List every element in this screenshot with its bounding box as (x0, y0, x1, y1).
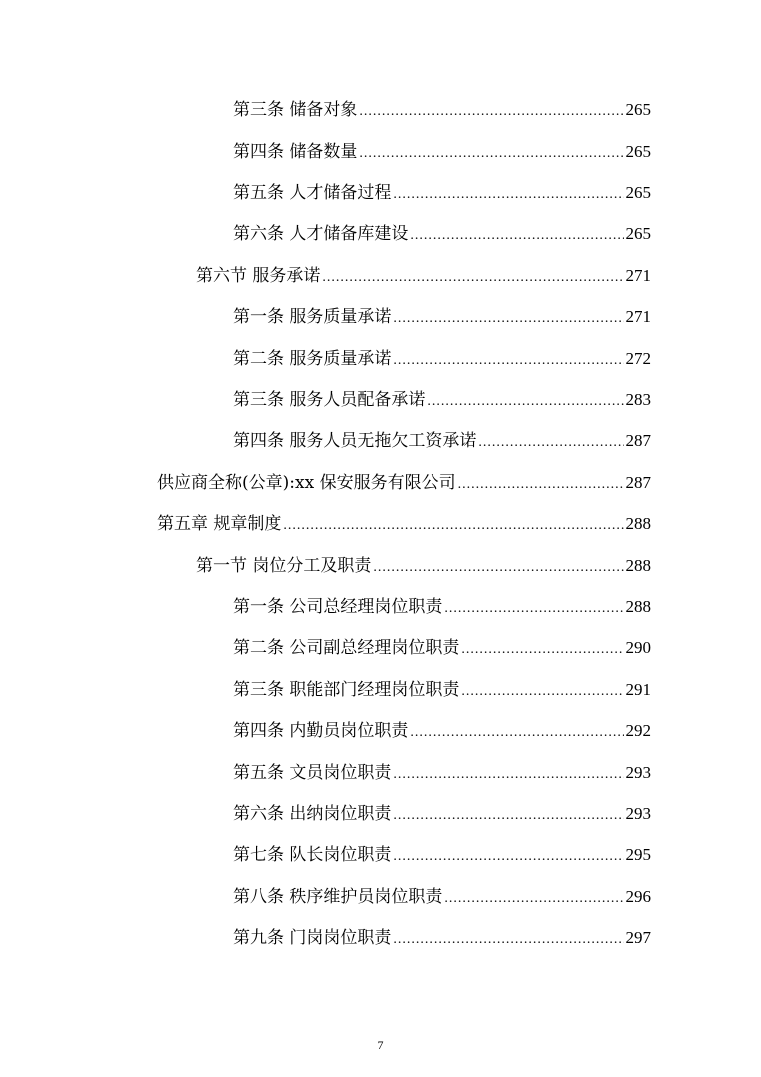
toc-dot-leader (478, 431, 623, 455)
toc-dot-leader (322, 266, 623, 290)
toc-entry-page: 296 (625, 887, 651, 906)
toc-entry-label: 第二条 服务质量承诺 (233, 349, 392, 369)
toc-entry[interactable] (233, 885, 651, 909)
toc-entry[interactable] (233, 802, 651, 826)
toc-dot-leader (458, 473, 624, 497)
toc-entry-label: 第六条 人才储备库建设 (233, 224, 409, 244)
toc-dot-leader (427, 390, 623, 414)
toc-entry[interactable] (233, 347, 651, 371)
toc-entry[interactable] (233, 388, 651, 412)
toc-entry-page: 265 (625, 183, 651, 202)
toc-entry[interactable] (233, 222, 651, 246)
toc-entry[interactable] (233, 429, 651, 453)
toc-entry[interactable] (233, 181, 651, 205)
toc-dot-leader (461, 638, 623, 662)
toc-dot-leader (393, 307, 623, 331)
toc-dot-leader (393, 845, 623, 869)
toc-entry-label: 第一条 公司总经理岗位职责 (233, 597, 443, 617)
toc-entry-page: 291 (625, 680, 651, 699)
toc-entry[interactable] (233, 305, 651, 329)
toc-entry[interactable] (157, 512, 651, 536)
toc-dot-leader (283, 514, 623, 538)
toc-entry[interactable] (233, 140, 651, 164)
toc-entry-label: 第五条 人才储备过程 (233, 183, 392, 203)
toc-entry-label: 第四条 储备数量 (233, 142, 358, 162)
toc-entry-label: 第四条 内勤员岗位职责 (233, 721, 409, 741)
toc-entry-page: 271 (625, 307, 651, 326)
toc-entry-page: 287 (625, 431, 651, 450)
toc-entry-page: 265 (625, 100, 651, 119)
page-number: 7 (377, 1038, 384, 1052)
toc-dot-leader (410, 721, 623, 745)
toc-entry[interactable] (233, 98, 651, 122)
toc-entry-label: 第三条 服务人员配备承诺 (233, 390, 426, 410)
toc-entry[interactable] (233, 926, 651, 950)
toc-dot-leader (359, 142, 623, 166)
toc-entry-label: 第七条 队长岗位职责 (233, 845, 392, 865)
toc-dot-leader (444, 887, 623, 911)
toc-entry-page: 265 (625, 224, 651, 243)
toc-entry[interactable] (233, 719, 651, 743)
toc-dot-leader (444, 597, 623, 621)
toc-dot-leader (393, 183, 623, 207)
toc-dot-leader (393, 928, 623, 952)
toc-entry-label: 第二条 公司副总经理岗位职责 (233, 638, 460, 658)
toc-entry[interactable] (233, 761, 651, 785)
toc-entry-page: 297 (625, 928, 651, 947)
toc-dot-leader (373, 556, 623, 580)
toc-entry-page: 288 (625, 514, 651, 533)
toc-entry-page: 283 (625, 390, 651, 409)
toc-entry-label: 第三条 职能部门经理岗位职责 (233, 680, 460, 700)
toc-entry-page: 265 (625, 142, 651, 161)
toc-entry-page: 292 (625, 721, 651, 740)
toc-dot-leader (359, 100, 623, 124)
toc-entry[interactable] (233, 636, 651, 660)
toc-entry-page: 288 (625, 556, 651, 575)
toc-entry-page: 271 (625, 266, 651, 285)
toc-entry-label: 第六条 出纳岗位职责 (233, 804, 392, 824)
toc-entry-page: 272 (625, 349, 651, 368)
toc-entry[interactable] (196, 554, 651, 578)
toc-entry[interactable] (196, 264, 651, 288)
toc-entry-label: 第五章 规章制度 (157, 514, 282, 534)
toc-entry[interactable] (233, 595, 651, 619)
toc-entry-label: 第六节 服务承诺 (196, 266, 321, 286)
toc-entry-page: 295 (625, 845, 651, 864)
toc-entry-label: 第一节 岗位分工及职责 (196, 556, 372, 576)
toc-entry[interactable] (157, 471, 651, 495)
toc-entry-page: 287 (625, 473, 651, 492)
toc-entry[interactable] (233, 678, 651, 702)
toc-entry-label: 第八条 秩序维护员岗位职责 (233, 887, 443, 907)
toc-entry-label: 第四条 服务人员无拖欠工资承诺 (233, 431, 477, 451)
toc-entry-label: 第一条 服务质量承诺 (233, 307, 392, 327)
toc-entry-page: 293 (625, 763, 651, 782)
toc-entry-page: 293 (625, 804, 651, 823)
toc-entry-page: 288 (625, 597, 651, 616)
toc-entry-label: 第九条 门岗岗位职责 (233, 928, 392, 948)
toc-entry[interactable] (233, 843, 651, 867)
toc-entry-label: 第三条 储备对象 (233, 100, 358, 120)
toc-entry-label: 第五条 文员岗位职责 (233, 763, 392, 783)
toc-dot-leader (393, 763, 623, 787)
toc-dot-leader (393, 349, 623, 373)
toc-dot-leader (410, 224, 623, 248)
toc-dot-leader (461, 680, 623, 704)
toc-entry-page: 290 (625, 638, 651, 657)
toc-dot-leader (393, 804, 623, 828)
toc-entry-label: 供应商全称(公章):xx 保安服务有限公司 (157, 473, 456, 493)
